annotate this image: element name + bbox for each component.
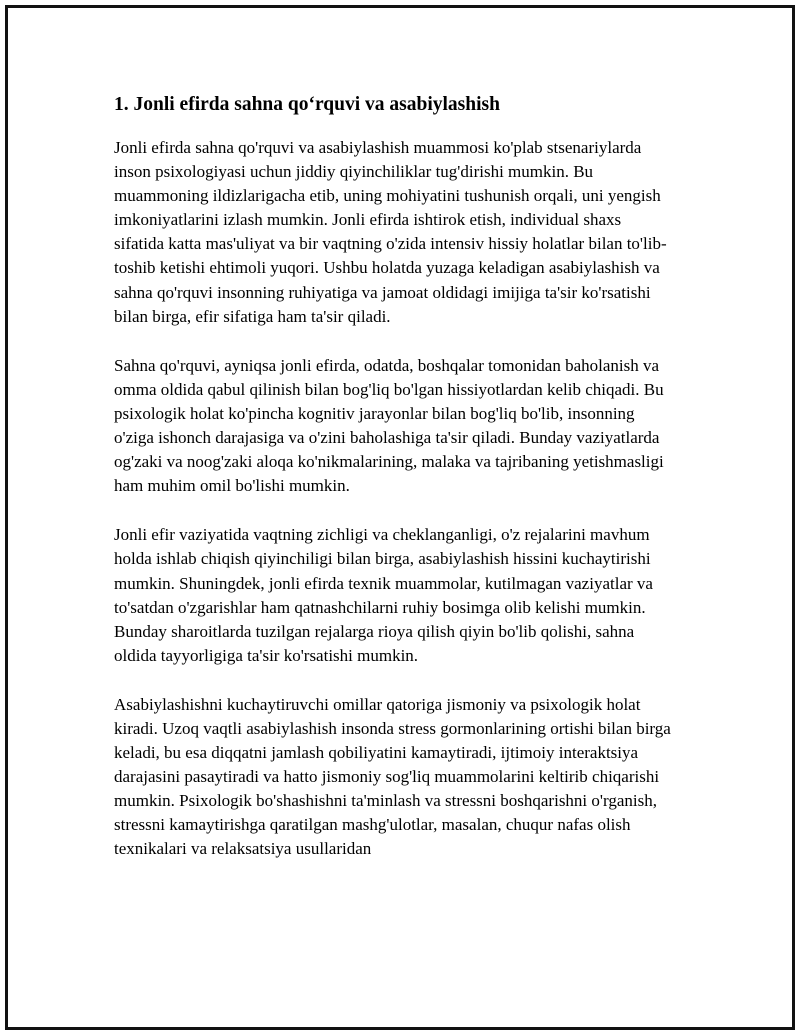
document-body: [114, 92, 674, 887]
paragraph-4: Asabiylashishni kuchaytiruvchi omillar qatoriga jismoniy va psixologik holat kiradi. Uzoq vaqtli asabiylashish insonda stress gormonlarining ortishi bilan birga keladi, bu esa diqqatni jamlash qobiliyatini kamaytiradi, ijtimoiy interaktsiya darajasini pasaytiradi va hatto jismoniy sog'liq muammolarini keltirib chiqarishi mumkin. Psixologik bo'shashishni ta'minlash va stressni boshqarishni o'rganish, stressni kamaytirishga qaratilgan mashg'ulotlar, masalan, chuqur nafas olish texnikalari va relaksatsiya usullaridan: [114, 694, 671, 859]
section-heading: 1. Jonli efirda sahna qo‘rquvi va asabiylashish: [114, 94, 500, 115]
paragraph-1: Jonli efirda sahna qo'rquvi va asabiylashish muammosi ko'plab stsenariylarda inson psixologiyasi uchun jiddiy qiyinchiliklar tug'dirishi mumkin. Bu muammoning ildizlarigacha etib, uning mohiyatini tushunish orqali, uni yengish imkoniyatlarini izlash mumkin. Jonli efirda ishtirok etish, individual shaxs sifatida katta mas'uliyat va bir vaqtning o'zida intensiv hissiy holatlar bilan to'lib-toshib ketishi ehtimoli yuqori. Ushbu holatda yuzaga keladigan asabiylashish va sahna qo'rquvi insonning ruhiyatiga va jamoat oldidagi imijiga ta'sir ko'rsatishi bilan birga, efir sifatiga ham ta'sir qiladi.: [114, 138, 667, 326]
paragraph-3: Jonli efir vaziyatida vaqtning zichligi va cheklanganligi, o'z rejalarini mavhum holda ishlab chiqish qiyinchiligi bilan birga, asabiylashish hissini kuchaytirishi mumkin. Shuningdek, jonli efirda texnik muammolar, kutilmagan vaziyatlar va to'satdan o'zgarishlar ham qatnashchilarni ruhiy bosimga olib kelishi mumkin. Bunday sharoitlarda tuzilgan rejalarga rioya qilish qiyin bo'lib qolishi, sahna oldida tayyorligiga ta'sir ko'rsatishi mumkin.: [114, 525, 653, 665]
paragraph-2: Sahna qo'rquvi, ayniqsa jonli efirda, odatda, boshqalar tomonidan baholanish va omma oldida qabul qilinish bilan bog'liq bo'lgan hissiyotlardan kelib chiqadi. Bu psixologik holat ko'pincha kognitiv jarayonlar bilan bog'liq bo'lib, insonning o'ziga ishonch darajasiga va o'zini baholashiga ta'sir qiladi. Bunday vaziyatlarda og'zaki va noog'zaki aloqa ko'nikmalarining, malaka va tajribaning yetishmasligi ham muhim omil bo'lishi mumkin.: [114, 355, 664, 496]
